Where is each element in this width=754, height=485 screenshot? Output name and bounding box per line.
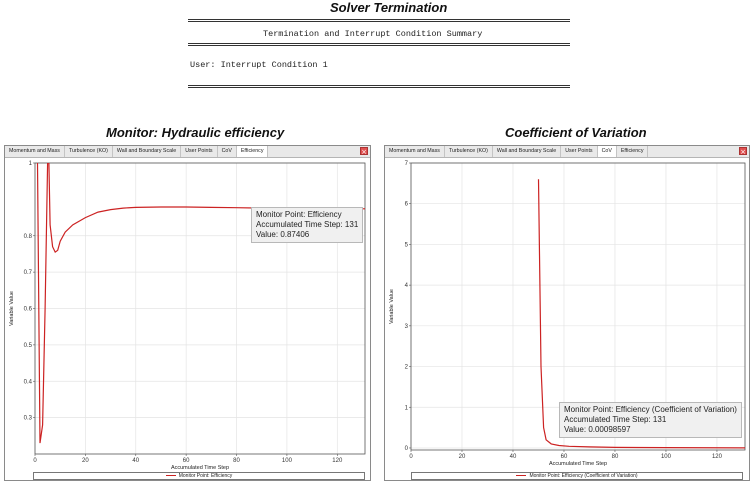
y-axis-label: Variable Value	[9, 291, 15, 326]
y-tick-label: 1	[404, 405, 408, 412]
x-tick-label: 80	[233, 458, 240, 464]
x-tick-label: 0	[409, 454, 413, 460]
y-tick-label: 1	[28, 161, 32, 167]
right-tab-bar	[385, 146, 749, 158]
tab-efficiency[interactable]: Efficiency	[237, 146, 269, 157]
tab-user-points[interactable]: User Points	[561, 146, 597, 157]
x-tick-label: 120	[711, 454, 722, 460]
y-tick-label: 0.8	[23, 233, 32, 240]
x-tick-label: 0	[33, 458, 37, 464]
y-tick-label: 0	[404, 445, 408, 452]
y-tick-label: 0.3	[23, 415, 32, 422]
y-tick-label: 0.5	[23, 342, 32, 349]
x-axis-label: Accumulated Time Step	[548, 461, 608, 467]
y-axis-label: Variable Value	[389, 289, 395, 324]
left-monitor-panel	[4, 145, 371, 481]
y-tick-label: 0.7	[23, 270, 32, 277]
y-tick-label: 0.4	[23, 379, 32, 386]
x-tick-label: 20	[82, 458, 89, 464]
tooltip-line-step: Accumulated Time Step: 131	[256, 220, 359, 229]
x-tick-label: 100	[660, 454, 671, 460]
y-tick-label: 7	[404, 161, 408, 167]
summary-header: Termination and Interrupt Condition Summary	[263, 29, 483, 39]
tooltip-line-value: Value: 0.00098597	[564, 425, 631, 434]
summary-rule-top	[188, 19, 570, 22]
y-tick-label: 2	[404, 364, 408, 371]
summary-rule-mid	[188, 43, 570, 46]
efficiency-tooltip	[251, 207, 363, 243]
tooltip-line-step: Accumulated Time Step: 131	[564, 415, 667, 424]
legend-label: Monitor Point: Efficiency (Coefficient of Variation)	[529, 473, 638, 479]
summary-message: User: Interrupt Condition 1	[190, 60, 328, 70]
tab-wall-and-boundary-scale[interactable]: Wall and Boundary Scale	[113, 146, 181, 157]
x-tick-label: 120	[332, 458, 343, 464]
legend-swatch	[166, 475, 176, 476]
tab-momentum-and-mass[interactable]: Momentum and Mass	[5, 146, 65, 157]
tab-turbulence[interactable]: Turbulence (KO)	[65, 146, 113, 157]
close-icon[interactable]: ×	[740, 148, 746, 156]
summary-rule-bottom	[188, 85, 570, 88]
cov-tooltip	[559, 402, 742, 438]
tooltip-line-value: Value: 0.87406	[256, 230, 310, 239]
tab-cov[interactable]: CoV	[598, 146, 617, 157]
tab-cov[interactable]: CoV	[218, 146, 237, 157]
left-panel-title: Monitor: Hydraulic efficiency	[106, 125, 285, 140]
x-tick-label: 20	[458, 454, 466, 460]
legend-swatch	[516, 475, 526, 476]
y-tick-label: 4	[404, 283, 408, 290]
x-axis-label: Accumulated Time Step	[170, 465, 230, 471]
y-tick-label: 6	[404, 201, 408, 208]
series-line	[38, 163, 366, 443]
y-tick-label: 5	[404, 242, 408, 249]
y-tick-label: 0.6	[23, 306, 32, 313]
tooltip-line-point: Monitor Point: Efficiency	[256, 210, 342, 219]
right-monitor-panel	[384, 145, 750, 481]
right-panel-title: Coefficient of Variation	[505, 125, 647, 140]
legend-label: Monitor Point: Efficiency	[178, 473, 233, 479]
tooltip-line-point: Monitor Point: Efficiency (Coefficient of Variation)	[564, 405, 737, 414]
x-tick-label: 60	[560, 454, 568, 460]
chart-legend	[411, 472, 743, 480]
x-tick-label: 100	[281, 458, 292, 464]
tab-momentum-and-mass[interactable]: Momentum and Mass	[385, 146, 445, 157]
x-tick-label: 40	[509, 454, 517, 460]
tab-wall-and-boundary-scale[interactable]: Wall and Boundary Scale	[493, 146, 561, 157]
efficiency-chart	[5, 158, 370, 474]
x-tick-label: 40	[132, 458, 140, 464]
tab-efficiency[interactable]: Efficiency	[617, 146, 649, 157]
close-icon[interactable]: ×	[361, 148, 367, 156]
y-tick-label: 3	[404, 323, 408, 330]
tab-user-points[interactable]: User Points	[181, 146, 217, 157]
left-tab-bar	[5, 146, 370, 158]
x-tick-label: 80	[611, 454, 619, 460]
chart-legend	[33, 472, 365, 480]
tab-turbulence[interactable]: Turbulence (KO)	[445, 146, 493, 157]
page-title: Solver Termination	[330, 0, 448, 15]
x-tick-label: 60	[182, 458, 190, 464]
